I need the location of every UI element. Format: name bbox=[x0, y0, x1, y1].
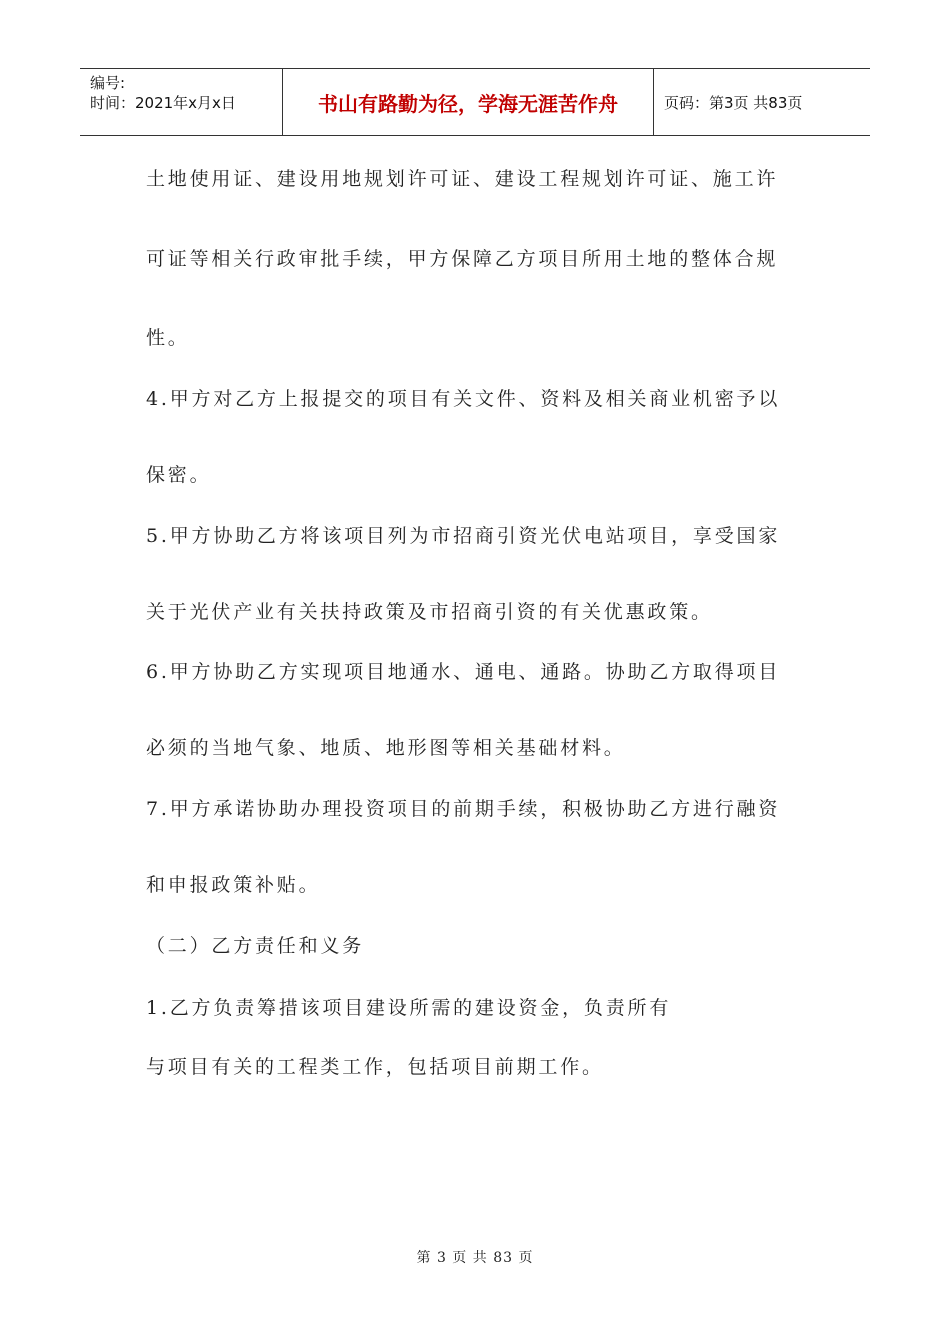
body-line: 关于光伏产业有关扶持政策及市招商引资的有关优惠政策。 bbox=[146, 601, 713, 623]
header-meta bbox=[80, 69, 282, 135]
body-line: 1.乙方负责筹措该项目建设所需的建设资金，负责所有 bbox=[146, 997, 672, 1019]
document-time-label: 时间：2021年x月x日 bbox=[90, 94, 236, 112]
body-line: 7.甲方承诺协助办理投资项目的前期手续，积极协助乙方进行融资 bbox=[146, 798, 781, 820]
body-line: 必须的当地气象、地质、地形图等相关基础材料。 bbox=[146, 737, 626, 759]
body-line: 土地使用证、建设用地规划许可证、建设工程规划许可证、施工许 bbox=[146, 168, 779, 190]
body-line: 5.甲方协助乙方将该项目列为市招商引资光伏电站项目，享受国家 bbox=[146, 525, 781, 547]
body-line: 和申报政策补贴。 bbox=[146, 874, 321, 896]
section-heading: （二）乙方责任和义务 bbox=[146, 935, 365, 957]
page-footer bbox=[0, 1247, 950, 1267]
header-page-info: 页码：第3页 共83页 bbox=[664, 93, 803, 112]
body-line: 可证等相关行政审批手续，甲方保障乙方项目所用土地的整体合规 bbox=[146, 248, 779, 270]
footer-page-number: 第 3 页 共 83 页 bbox=[416, 1250, 534, 1266]
body-line: 保密。 bbox=[146, 464, 212, 486]
body-line: 6.甲方协助乙方实现项目地通水、通电、通路。协助乙方取得项目 bbox=[146, 661, 781, 683]
body-line: 性。 bbox=[146, 327, 190, 349]
body-line: 与项目有关的工程类工作，包括项目前期工作。 bbox=[146, 1056, 604, 1078]
body-line: 4.甲方对乙方上报提交的项目有关文件、资料及相关商业机密予以 bbox=[146, 388, 781, 410]
document-number-label: 编号: bbox=[90, 74, 126, 92]
header-motto: 书山有路勤为径，学海无涯苦作舟 bbox=[282, 69, 654, 135]
page-header bbox=[80, 68, 870, 136]
